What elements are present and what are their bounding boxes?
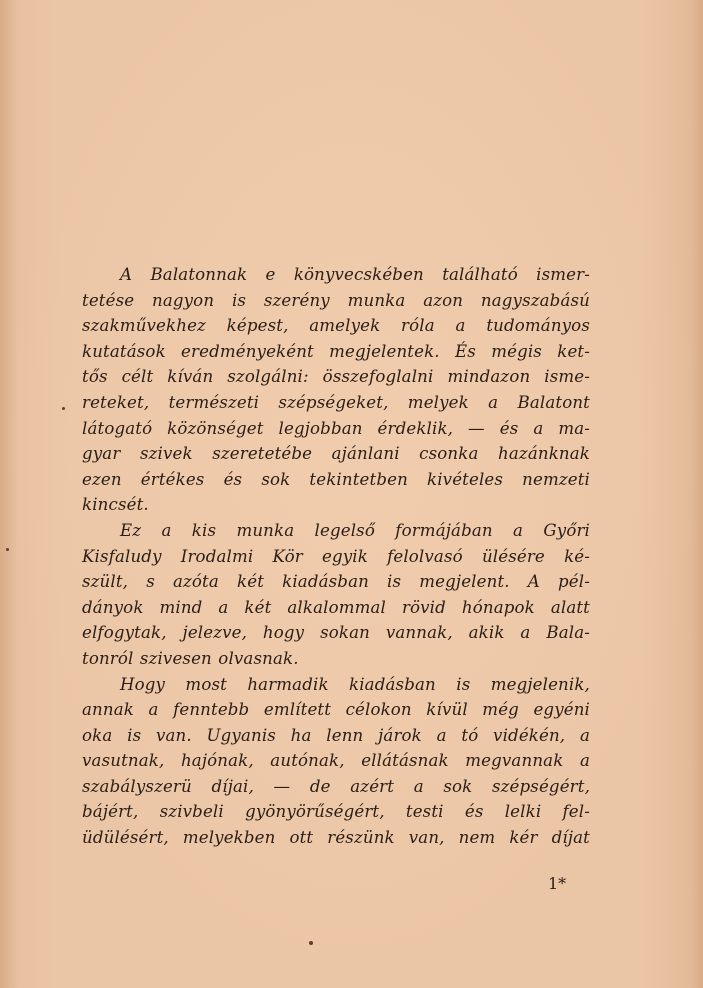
text-line: Kisfaludy Irodalmi Kör egyik felolvasó ülésére ké- <box>82 546 590 566</box>
text-line: dányok mind a két alkalommal rövid hónapok alatt <box>82 597 590 617</box>
text-line: tonról szivesen olvasnak. <box>82 648 299 668</box>
text-line: bájért, szivbeli gyönyörűségért, testi és lelki fel- <box>82 802 590 822</box>
text-line: szült, s azóta két kiadásban is megjelent. A pél- <box>82 572 590 592</box>
text-line: látogató közönséget legjobban érdeklik, — és a ma- <box>82 418 590 438</box>
text-line: reteket, természeti szépségeket, melyek a Balatont <box>82 392 590 412</box>
paper-speck <box>309 941 313 945</box>
text-line: Ez a kis munka legelső formájában a Győri <box>120 520 590 540</box>
text-line: üdülésért, melyekben ott részünk van, nem kér díjat <box>82 828 590 848</box>
signature-mark: 1* <box>548 874 567 893</box>
paper-speck <box>6 548 9 551</box>
body-text <box>82 262 590 851</box>
paper-speck <box>62 407 65 410</box>
text-line: oka is van. Ugyanis ha lenn járok a tó vidékén, a <box>82 725 590 745</box>
text-line: kincsét. <box>82 495 149 515</box>
text-line: szabályszerü díjai, — de azért a sok szépségért, <box>82 776 590 796</box>
text-line: szakművekhez képest, amelyek róla a tudományos <box>82 316 590 336</box>
text-line: tetése nagyon is szerény munka azon nagyszabású <box>82 290 590 310</box>
text-line: ezen értékes és sok tekintetben kivételes nemzeti <box>82 469 590 489</box>
text-line: gyar szivek szeretetébe ajánlani csonka hazánknak <box>82 444 590 464</box>
text-line: elfogytak, jelezve, hogy sokan vannak, akik a Bala- <box>82 623 590 643</box>
text-line: annak a fenntebb említett célokon kívül még egyéni <box>82 700 590 720</box>
text-line: tős célt kíván szolgálni: összefoglalni mindazon isme- <box>82 367 590 387</box>
text-line: kutatások eredményeként megjelentek. És mégis ket- <box>82 341 590 361</box>
text-line: A Balatonnak e könyvecskében található ismer- <box>120 265 590 284</box>
text-line: Hogy most harmadik kiadásban is megjelenik, <box>120 674 590 694</box>
text-line: vasutnak, hajónak, autónak, ellátásnak megvannak a <box>82 751 590 771</box>
